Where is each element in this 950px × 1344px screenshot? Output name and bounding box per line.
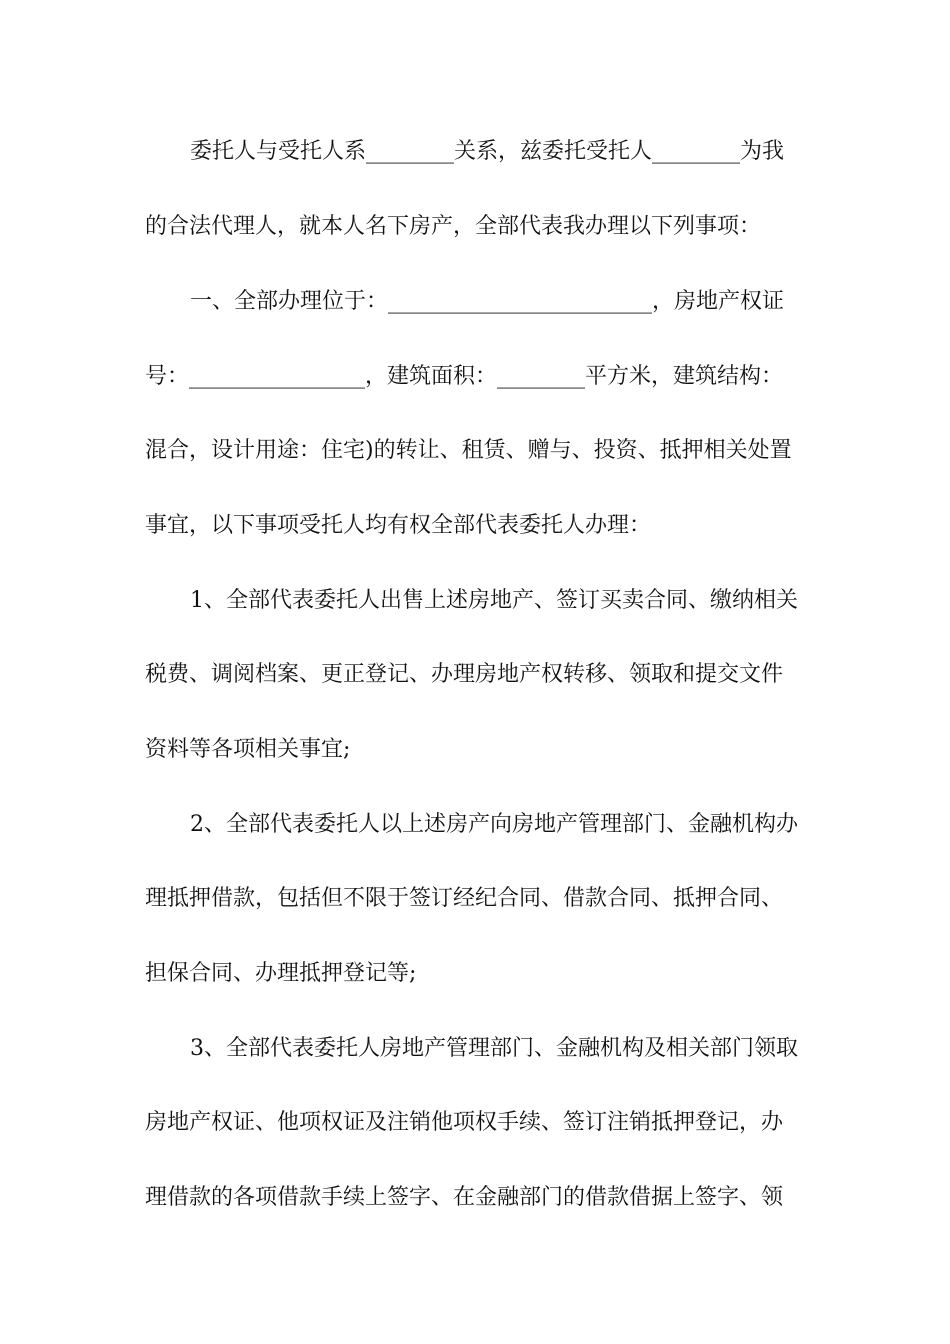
- paragraph-line: 理借款的各项借款手续上签字、在金融部门的借款借据上签字、领: [145, 1185, 784, 1210]
- paragraph-line: 委托人与受托人系________关系，兹委托受托人________为我: [190, 139, 785, 164]
- paragraph-line: 混合，设计用途：住宅)的转让、租赁、赠与、投资、抵押相关处置: [145, 438, 792, 463]
- paragraph-line: 担保合同、办理抵押登记等;: [145, 961, 417, 986]
- paragraph-line: 事宜，以下事项受托人均有权全部代表委托人办理：: [145, 513, 652, 538]
- paragraph-line: 房地产权证、他项权证及注销他项权手续、签订注销抵押登记，办: [145, 1110, 784, 1135]
- paragraph-line: 号：________________，建筑面积：________平方米，建筑结构：: [145, 364, 784, 389]
- paragraph-line: 1、全部代表委托人出售上述房地产、签订买卖合同、缴纳相关: [190, 588, 798, 613]
- paragraph-line: 资料等各项相关事宜;: [145, 737, 351, 762]
- paragraph-line: 税费、调阅档案、更正登记、办理房地产权转移、领取和提交文件: [145, 662, 784, 687]
- paragraph-line: 3、全部代表委托人房地产管理部门、金融机构及相关部门领取: [190, 1036, 798, 1061]
- paragraph-line: 理抵押借款，包括但不限于签订经纪合同、借款合同、抵押合同、: [145, 886, 784, 911]
- paragraph-line: 2、全部代表委托人以上述房产向房地产管理部门、金融机构办: [190, 812, 798, 837]
- paragraph-line: 的合法代理人，就本人名下房产，全部代表我办理以下列事项：: [145, 214, 762, 239]
- paragraph-line: 一、全部办理位于：________________________，房地产权证: [190, 289, 785, 314]
